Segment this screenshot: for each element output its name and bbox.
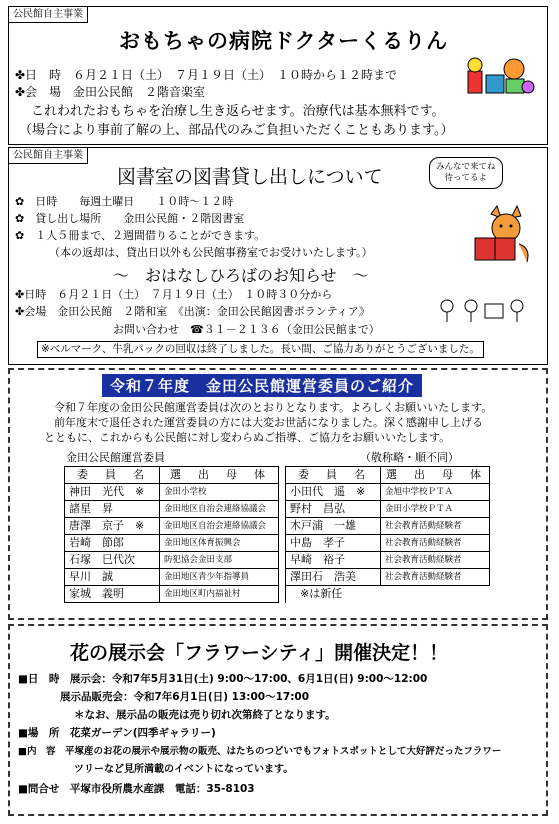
library-return-note: （本の返却は、貸出日以外も公民館事務室でお受けいたします。） bbox=[49, 246, 373, 259]
col-org: 選 出 母 体 bbox=[381, 467, 490, 484]
new-member-note: ※は新任 bbox=[300, 587, 343, 601]
member-name: 木戸浦 一雄 bbox=[286, 518, 381, 535]
member-org: 防犯協会金田支部 bbox=[160, 552, 279, 569]
col-org: 選 出 母 体 bbox=[160, 467, 279, 484]
col-member: 委 員 名 bbox=[286, 467, 381, 484]
table-caption: 金田公民館運営委員 bbox=[66, 451, 165, 464]
member-org: 金田地区青少年指導員 bbox=[160, 569, 279, 586]
toy-hospital-desc: これわれたおもちゃを治療し生き返らせます。治療代は基本無料です。 bbox=[31, 104, 445, 119]
member-name: 諸星 昇 bbox=[65, 501, 160, 518]
committee-intro-2: 前年度末で退任された運営委員の方には大変お世話になりました。深く感謝申し上げる bbox=[54, 416, 483, 429]
member-org: 社会教育活動経験者 bbox=[381, 535, 490, 552]
member-name: 家城 義明 bbox=[65, 586, 160, 603]
flower-section bbox=[8, 624, 548, 816]
member-org: 社会教育活動経験者 bbox=[381, 569, 490, 586]
table-row bbox=[65, 518, 490, 535]
table-gap bbox=[279, 501, 286, 518]
storytime-title: ～ おはなしひろばのお知らせ ～ bbox=[113, 266, 369, 285]
table-gap bbox=[279, 535, 286, 552]
member-name: 岩崎 節郎 bbox=[65, 535, 160, 552]
member-org: 金田小学校 bbox=[160, 484, 279, 501]
library-title: 図書室の図書貸し出しについて bbox=[117, 166, 383, 188]
member-org: 金田地区自治会連絡協議会 bbox=[160, 501, 279, 518]
table-gap bbox=[279, 484, 286, 501]
toy-hospital-place: ✤会 場 金田公民館 ２階音楽室 bbox=[15, 85, 206, 99]
library-hours: ✿ 日時 毎週土曜日 １０時～１２時 bbox=[15, 195, 234, 208]
committee-intro-3: とともに、これからも公民館に対し変わらぬご指導、ご協力をお願いいたします。 bbox=[44, 431, 451, 444]
table-row bbox=[65, 484, 490, 501]
member-name: 中島 孝子 bbox=[286, 535, 381, 552]
flower-contact: ■問合せ 平塚市役所農水産課 電話：35-8103 bbox=[18, 783, 255, 795]
table-row bbox=[65, 586, 490, 603]
member-org: 社会教育活動経験者 bbox=[381, 518, 490, 535]
storytime-place: ✤会場 金田公民館 ２階和室 《出演：金田公民館図書ボランティア》 bbox=[15, 305, 370, 318]
table-note: （敬称略・順不同） bbox=[360, 451, 459, 464]
table-gap bbox=[279, 467, 286, 484]
flower-content-1: ■内 容 平塚産のお花の展示や展示物の販売、はたちのつどいでもフォトスポットとして大好評だったフラワー bbox=[18, 746, 502, 757]
bellmark-note: ※ベルマーク、牛乳パックの回収は終了しました。長い間、ご協力ありがとうございました。 bbox=[37, 341, 484, 358]
member-org: 金田地区自治会連絡協議会 bbox=[160, 518, 279, 535]
table-row bbox=[65, 535, 490, 552]
member-org: 金田地区町内福祉村 bbox=[160, 586, 279, 603]
member-name: 石塚 巳代次 bbox=[65, 552, 160, 569]
speech-bubble bbox=[429, 157, 503, 189]
committee-table bbox=[64, 466, 490, 603]
table-header-row bbox=[65, 467, 490, 484]
library-limit: ✿ １人５冊まで、２週間借りることができます。 bbox=[15, 229, 266, 242]
committee-banner: 令和７年度 金田公民館運営委員のご紹介 bbox=[102, 374, 422, 397]
toy-hospital-note: （場合により事前了解の上、部品代のみご負担いただくこともあります。） bbox=[19, 123, 454, 138]
member-name: 早川 誠 bbox=[65, 569, 160, 586]
fox-reading-illustration bbox=[469, 204, 533, 266]
table-row bbox=[65, 552, 490, 569]
table-gap bbox=[279, 518, 286, 535]
flower-place: ■場 所 花菜ガーデン(四季ギャラリー) bbox=[18, 727, 216, 739]
committee-section bbox=[8, 368, 548, 620]
toy-hospital-title: おもちゃの病院ドクターくるりん bbox=[119, 29, 449, 53]
toy-hospital-section bbox=[8, 6, 548, 145]
member-org: 金旭中学校ＰＴＡ bbox=[381, 484, 490, 501]
bubble-text-2: 待ってるよ bbox=[444, 173, 488, 183]
member-org: 金田小学校ＰＴＡ bbox=[381, 501, 490, 518]
flower-date: ■日 時 展示会：令和7年5月31日(土) 9:00～17:00、6月1日(日) 9:00～12:00 bbox=[18, 673, 428, 685]
section-tag: 公民館自主事業 bbox=[8, 6, 88, 23]
member-name: 野村 昌弘 bbox=[286, 501, 381, 518]
toy-hospital-date: ✤日 時 ６月２１日（土） ７月１９日（土） １０時から１２時まで bbox=[15, 68, 398, 82]
storytime-contact: お問い合わせ ☎３１－２１３６（金田公民館まで） bbox=[113, 323, 380, 336]
storytime-date: ✤日時 ６月２１日（土） ７月１９日（土） １０時３０分から bbox=[15, 288, 333, 301]
flower-content-2: ツリーなど見所満載のイベントになっています。 bbox=[74, 764, 294, 775]
library-place: ✿ 貸し出し場所 金田公民館・２階図書室 bbox=[15, 212, 245, 225]
bubble-text-1: みんなで来てね bbox=[436, 162, 496, 172]
children-illustration bbox=[437, 298, 537, 326]
member-name: 澤田石 浩美 bbox=[286, 569, 381, 586]
library-section bbox=[8, 147, 548, 365]
section-tag: 公民館自主事業 bbox=[8, 147, 88, 164]
table-row bbox=[65, 501, 490, 518]
table-row bbox=[65, 569, 490, 586]
member-name: 神田 光代 ※ bbox=[65, 484, 160, 501]
flower-sale: 展示品販売会：令和7年6月1日(日) 13:00～17:00 bbox=[60, 691, 310, 703]
table-gap bbox=[279, 552, 286, 569]
table-gap bbox=[279, 586, 286, 603]
member-org: 社会教育活動経験者 bbox=[381, 552, 490, 569]
member-name: 唐澤 京子 ※ bbox=[65, 518, 160, 535]
member-name: 小田代 遥 ※ bbox=[286, 484, 381, 501]
table-gap bbox=[279, 569, 286, 586]
member-org: 金田地区体育振興会 bbox=[160, 535, 279, 552]
col-member: 委 員 名 bbox=[65, 467, 160, 484]
flower-sale-note: ＊なお、展示品の販売は売り切れ次第終了となります。 bbox=[74, 709, 336, 721]
flower-title: 花の展示会「フラワーシティ」開催決定！！ bbox=[70, 642, 449, 664]
member-name: 早崎 裕子 bbox=[286, 552, 381, 569]
toys-illustration bbox=[464, 49, 536, 97]
committee-intro-1: 令和７年度の金田公民館運営委員は次のとおりとなります。よろしくお願いいたします。 bbox=[54, 401, 493, 414]
